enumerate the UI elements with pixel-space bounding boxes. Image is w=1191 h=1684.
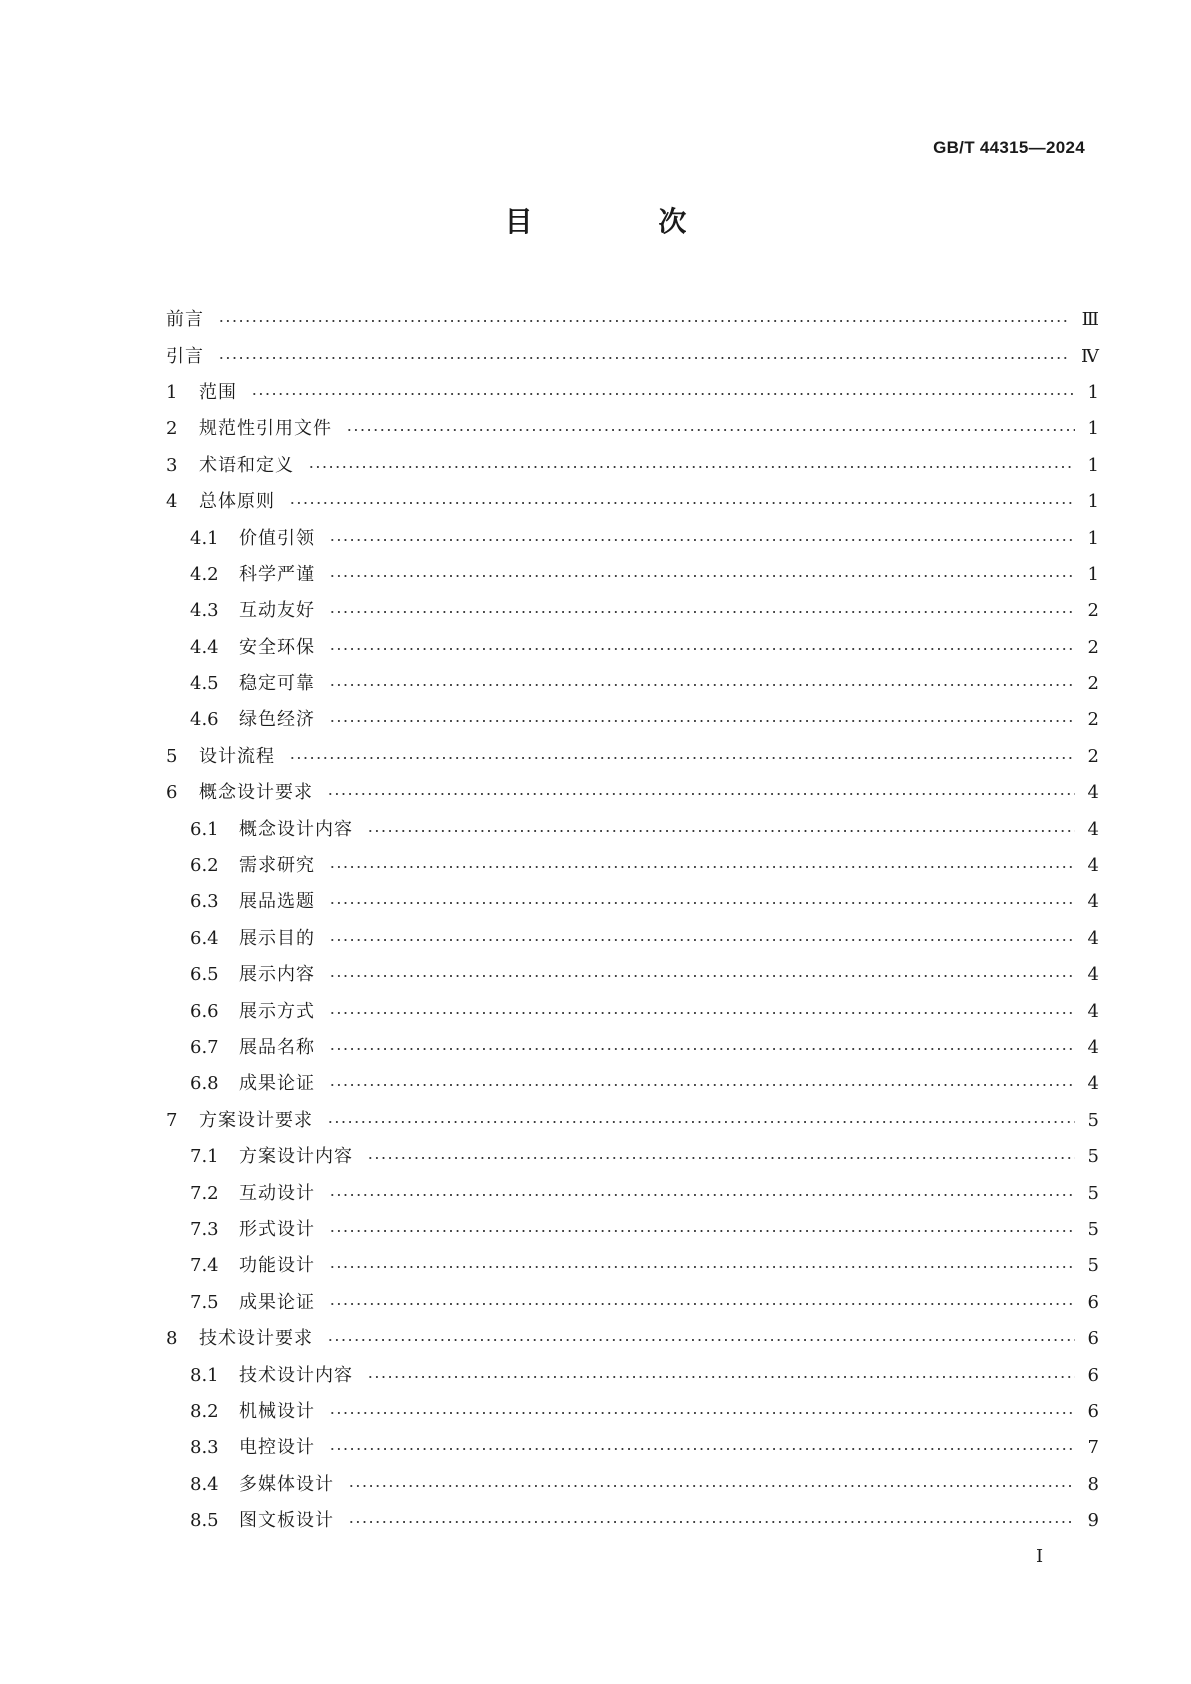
toc-entry-label: 总体原则 [199, 491, 275, 513]
toc-entry-page: 1 [1087, 418, 1099, 440]
dot-leader [329, 1446, 1075, 1452]
dot-leader [329, 900, 1075, 906]
toc-entry[interactable] [166, 1503, 1099, 1539]
toc-entry-label: 技术设计要求 [199, 1328, 313, 1350]
toc-entry-label: 展品选题 [239, 891, 315, 913]
dot-leader [329, 1410, 1075, 1416]
toc-entry-page: 6 [1087, 1364, 1099, 1386]
dot-leader [289, 500, 1075, 506]
toc-entry[interactable] [166, 593, 1099, 629]
toc-entry-number: 8.1 [190, 1364, 219, 1386]
toc-entry-page: 2 [1087, 600, 1099, 622]
toc-entry[interactable] [166, 1357, 1099, 1393]
toc-entry-page: 5 [1087, 1255, 1099, 1277]
toc-entry-page: 5 [1087, 1218, 1099, 1240]
toc-entry-label: 概念设计要求 [199, 782, 313, 804]
toc-entry[interactable] [166, 411, 1099, 447]
dot-leader [329, 1046, 1075, 1052]
dot-leader [329, 1192, 1075, 1198]
toc-entry[interactable] [166, 1030, 1099, 1066]
toc-entry-page: 5 [1087, 1182, 1099, 1204]
toc-entry-label: 图文板设计 [239, 1510, 334, 1532]
dot-leader [251, 391, 1075, 397]
toc-entry[interactable] [166, 630, 1099, 666]
toc-entry[interactable] [166, 1175, 1099, 1211]
toc-entry-number: 4.3 [190, 600, 219, 622]
dot-leader [329, 682, 1075, 688]
toc-entry-label: 绿色经济 [239, 709, 315, 731]
toc-entry-label: 形式设计 [239, 1218, 315, 1240]
toc-entry-label: 展示内容 [239, 964, 315, 986]
toc-entry-label: 展示方式 [239, 1000, 315, 1022]
toc-entry[interactable] [166, 448, 1099, 484]
toc-entry-page: 8 [1087, 1473, 1099, 1495]
dot-leader [329, 1082, 1075, 1088]
table-of-contents [166, 302, 1099, 1539]
toc-entry-number: 6.3 [190, 891, 219, 913]
toc-entry[interactable] [166, 520, 1099, 556]
toc-entry-label: 概念设计内容 [239, 818, 353, 840]
toc-entry-page: 1 [1087, 381, 1099, 403]
toc-entry[interactable] [166, 666, 1099, 702]
toc-entry[interactable] [166, 775, 1099, 811]
toc-entry-label: 范围 [199, 381, 237, 403]
toc-entry-number: 6.2 [190, 855, 219, 877]
toc-entry-number: 7.1 [190, 1146, 219, 1168]
toc-entry-page: 4 [1087, 818, 1099, 840]
toc-entry-number: 5 [166, 745, 178, 767]
toc-entry[interactable] [166, 811, 1099, 847]
toc-entry-label: 展品名称 [239, 1037, 315, 1058]
toc-entry[interactable] [166, 338, 1099, 374]
dot-leader [367, 1155, 1075, 1161]
toc-entry-label: 成果论证 [239, 1291, 315, 1313]
toc-entry-page: 4 [1087, 782, 1099, 804]
dot-leader [367, 828, 1075, 834]
dot-leader [329, 937, 1075, 943]
toc-entry-number: 6.8 [190, 1073, 219, 1095]
toc-entry[interactable] [166, 993, 1099, 1029]
dot-leader [348, 1519, 1075, 1525]
toc-entry-label: 科学严谨 [239, 563, 315, 585]
toc-entry-page: 1 [1087, 491, 1099, 513]
toc-entry-page: 4 [1087, 1073, 1099, 1095]
toc-entry-number: 4.4 [190, 636, 219, 658]
toc-entry[interactable] [166, 702, 1099, 738]
dot-leader [329, 537, 1075, 543]
toc-entry[interactable] [166, 1103, 1099, 1139]
toc-entry-page: 7 [1087, 1437, 1099, 1459]
toc-entry-number: 8.4 [190, 1473, 219, 1495]
toc-entry-page: 6 [1087, 1400, 1099, 1422]
toc-entry-page: 5 [1087, 1109, 1099, 1131]
toc-entry-number: 1 [166, 381, 178, 403]
toc-entry[interactable] [166, 739, 1099, 775]
toc-entry[interactable] [166, 1467, 1099, 1503]
toc-entry-number: 4.5 [190, 673, 219, 695]
dot-leader [329, 864, 1075, 870]
toc-entry-number: 4.6 [190, 709, 219, 731]
toc-entry[interactable] [166, 884, 1099, 920]
dot-leader [289, 755, 1075, 761]
dot-leader [218, 355, 1069, 361]
toc-entry-label: 技术设计内容 [239, 1364, 353, 1386]
toc-entry-page: 4 [1087, 1000, 1099, 1022]
toc-entry-page: 4 [1087, 1037, 1099, 1058]
toc-entry-label: 成果论证 [239, 1073, 315, 1095]
toc-entry[interactable] [166, 1139, 1099, 1175]
toc-entry[interactable] [166, 848, 1099, 884]
toc-entry-label: 价值引领 [239, 527, 315, 549]
toc-entry-label: 规范性引用文件 [199, 418, 332, 440]
toc-entry-page: 1 [1087, 454, 1099, 476]
toc-entry-number: 7 [166, 1109, 178, 1131]
toc-entry-number: 8 [166, 1328, 178, 1350]
dot-leader [329, 1301, 1075, 1307]
toc-entry-label: 机械设计 [239, 1400, 315, 1422]
toc-entry-label: 需求研究 [239, 855, 315, 877]
toc-entry-page: 5 [1087, 1146, 1099, 1168]
toc-entry[interactable] [166, 1430, 1099, 1466]
dot-leader [329, 1010, 1075, 1016]
toc-entry-page: 1 [1087, 563, 1099, 585]
toc-entry-number: 8.5 [190, 1510, 219, 1532]
dot-leader [329, 609, 1075, 615]
toc-entry[interactable] [166, 1321, 1099, 1357]
toc-entry-number: 8.3 [190, 1437, 219, 1459]
toc-entry-number: 7.4 [190, 1255, 219, 1277]
toc-entry[interactable] [166, 1248, 1099, 1284]
toc-entry-number: 3 [166, 454, 178, 476]
toc-entry-page: 2 [1087, 673, 1099, 695]
toc-entry-page: 4 [1087, 891, 1099, 913]
dot-leader [329, 573, 1075, 579]
dot-leader [329, 973, 1075, 979]
dot-leader [327, 1119, 1075, 1125]
standard-number: GB/T 44315—2024 [933, 138, 1085, 157]
toc-entry-number: 7.3 [190, 1218, 219, 1240]
toc-entry[interactable] [166, 375, 1099, 411]
toc-entry[interactable] [166, 302, 1099, 338]
toc-entry-number: 6.5 [190, 964, 219, 986]
dot-leader [327, 1337, 1075, 1343]
toc-entry-number: 2 [166, 418, 178, 440]
dot-leader [348, 1483, 1075, 1489]
toc-entry[interactable] [166, 484, 1099, 520]
toc-entry[interactable] [166, 1212, 1099, 1248]
toc-entry-number: 4.2 [190, 563, 219, 585]
dot-leader [329, 646, 1075, 652]
toc-entry-page: 1 [1087, 527, 1099, 549]
dot-leader [329, 1264, 1075, 1270]
page-folio: I [1036, 1546, 1044, 1567]
toc-entry-number: 6.4 [190, 927, 219, 949]
toc-entry-label: 互动设计 [239, 1182, 315, 1204]
toc-entry-page: 4 [1087, 927, 1099, 949]
toc-entry-number: 4.1 [190, 527, 219, 549]
dot-leader [329, 1228, 1075, 1234]
toc-entry-page: 6 [1087, 1291, 1099, 1313]
toc-entry-page: 4 [1087, 964, 1099, 986]
toc-entry-page: 6 [1087, 1328, 1099, 1350]
toc-entry-page: Ⅳ [1081, 345, 1099, 367]
dot-leader [327, 791, 1075, 797]
toc-entry-label: 功能设计 [239, 1255, 315, 1277]
toc-entry-page: 2 [1087, 745, 1099, 767]
toc-entry-number: 7.2 [190, 1182, 219, 1204]
toc-entry-label: 前言 [166, 309, 204, 331]
dot-leader [367, 1374, 1075, 1380]
dot-leader [346, 427, 1075, 433]
toc-entry-page: 4 [1087, 855, 1099, 877]
toc-entry[interactable] [166, 957, 1099, 993]
toc-entry-label: 方案设计内容 [239, 1146, 353, 1168]
toc-entry-label: 稳定可靠 [239, 673, 315, 695]
toc-entry-label: 电控设计 [239, 1437, 315, 1459]
toc-entry-page: 2 [1087, 709, 1099, 731]
toc-entry-number: 4 [166, 491, 178, 513]
toc-entry[interactable] [166, 1285, 1099, 1321]
toc-entry[interactable] [166, 921, 1099, 957]
toc-entry-page: 9 [1087, 1510, 1099, 1532]
toc-entry-number: 6 [166, 782, 178, 804]
page-title: 目 次 [504, 205, 745, 238]
toc-entry-label: 安全环保 [239, 636, 315, 658]
toc-entry-page: Ⅲ [1081, 309, 1099, 331]
toc-entry-label: 展示目的 [239, 927, 315, 949]
toc-entry-label: 引言 [166, 345, 204, 367]
toc-entry[interactable] [166, 557, 1099, 593]
dot-leader [308, 464, 1075, 470]
toc-entry-number: 6.7 [190, 1037, 219, 1058]
dot-leader [329, 718, 1075, 724]
toc-entry[interactable] [166, 1394, 1099, 1430]
dot-leader [218, 318, 1070, 324]
toc-entry-label: 术语和定义 [199, 454, 294, 476]
toc-entry-number: 6.6 [190, 1000, 219, 1022]
toc-entry-label: 方案设计要求 [199, 1109, 313, 1131]
toc-entry-number: 6.1 [190, 818, 219, 840]
toc-entry-label: 互动友好 [239, 600, 315, 622]
toc-entry-number: 8.2 [190, 1400, 219, 1422]
toc-entry-number: 7.5 [190, 1291, 219, 1313]
toc-entry-page: 2 [1087, 636, 1099, 658]
toc-entry-label: 多媒体设计 [239, 1473, 334, 1495]
toc-entry[interactable] [166, 1066, 1099, 1102]
toc-entry-label: 设计流程 [199, 745, 275, 767]
